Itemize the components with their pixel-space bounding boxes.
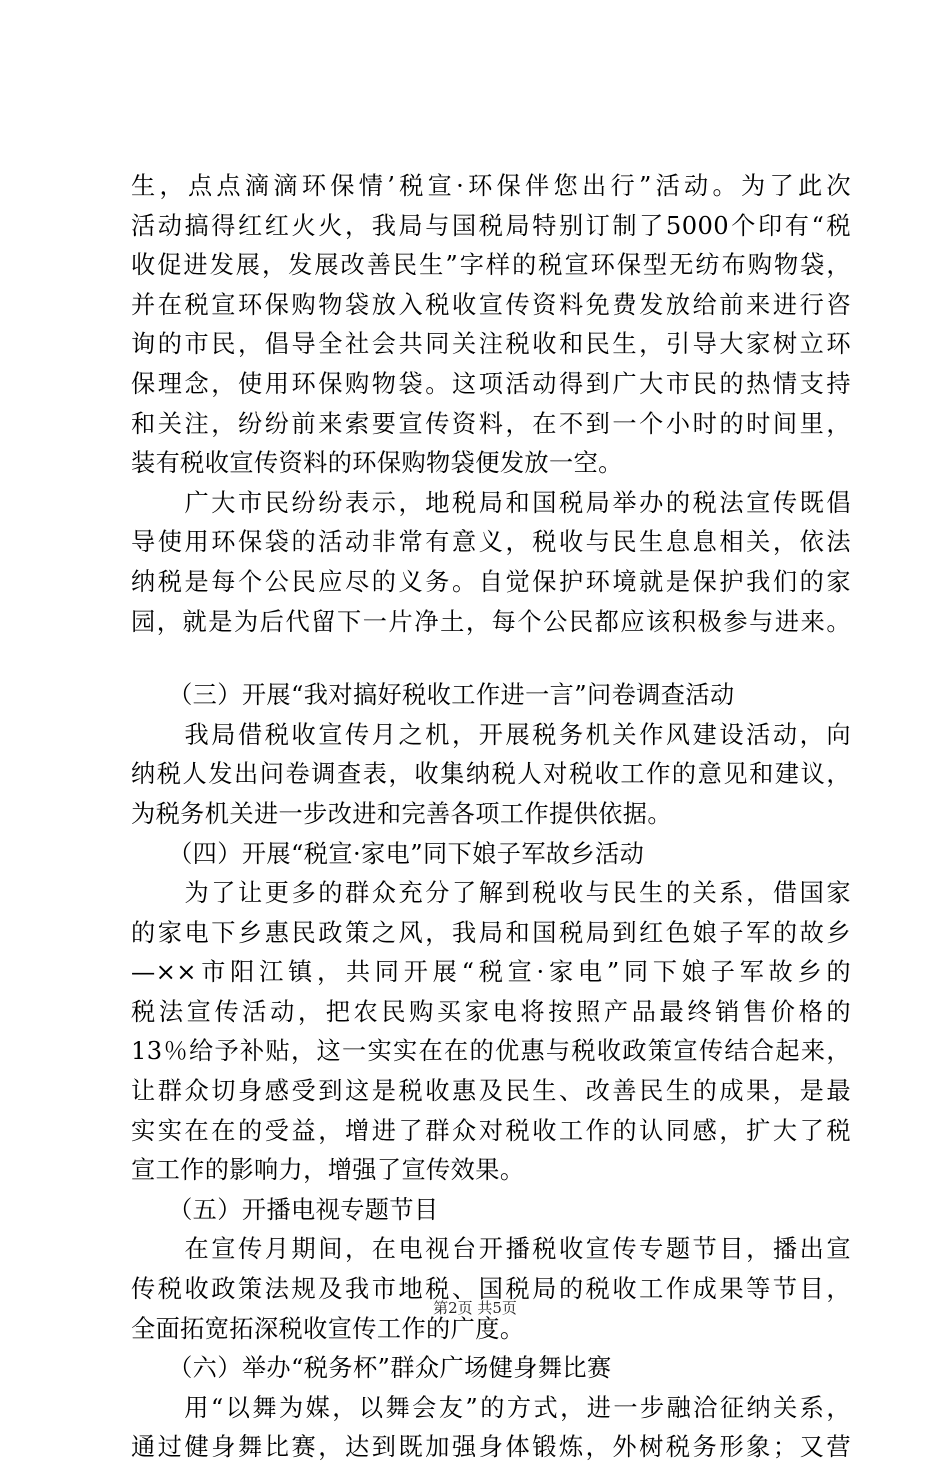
paragraph-gap xyxy=(131,642,851,676)
text-line: 和关注，纷纷前来索要宣传资料，在不到一个小时的时间里， xyxy=(131,409,851,438)
text-line: 税法宣传活动，把农民购买家电将按照产品最终销售价格的 xyxy=(131,997,851,1026)
text-line: 广大市民纷纷表示，地税局和国税局举办的税法宣传既倡 xyxy=(131,488,851,517)
text-line: 通过健身舞比赛，达到既加强身体锻炼，外树税务形象；又营 xyxy=(131,1433,851,1462)
section-heading: （四）开展“税宣·家电”同下娘子军故乡活动 xyxy=(131,839,645,868)
text-line: 询的市民，倡导全社会共同关注税收和民生，引导大家树立环 xyxy=(131,330,851,359)
text-line: 生，点点滴滴环保情’税宣·环保伴您出行”活动。为了此次 xyxy=(131,172,851,200)
text-line: 纳税人发出问卷调查表，收集纳税人对税收工作的意见和建议， xyxy=(131,760,851,789)
page-footer: 第2页 共5页 xyxy=(433,1299,517,1317)
text-line: —××市阳江镇，共同开展“税宣·家电”同下娘子军故乡的 xyxy=(131,958,851,987)
text-line: 宣工作的影响力，增强了宣传效果。 xyxy=(131,1156,525,1185)
text-line: 为了让更多的群众充分了解到税收与民生的关系，借国家 xyxy=(131,879,851,908)
text-line: 用“以舞为媒，以舞会友”的方式，进一步融洽征纳关系， xyxy=(131,1393,851,1422)
document-body xyxy=(131,167,851,1468)
text-line: 装有税收宣传资料的环保购物袋便发放一空。 xyxy=(131,449,623,478)
text-line: 收促进发展，发展改善民生”字样的税宣环保型无纺布购物袋， xyxy=(131,251,851,280)
text-line: 实实在在的受益，增进了群众对税收工作的认同感，扩大了税 xyxy=(131,1116,851,1145)
text-line: 纳税是每个公民应尽的义务。自觉保护环境就是保护我们的家 xyxy=(131,567,851,596)
text-line: 活动搞得红红火火，我局与国税局特别订制了5000个印有“税 xyxy=(131,211,851,240)
section-heading: （五）开播电视专题节目 xyxy=(131,1195,439,1224)
text-line: 并在税宣环保购物袋放入税收宣传资料免费发放给前来进行咨 xyxy=(131,290,851,319)
text-line: 在宣传月期间，在电视台开播税收宣传专题节目，播出宣 xyxy=(131,1235,851,1264)
text-line: 保理念，使用环保购物袋。这项活动得到广大市民的热情支持 xyxy=(131,369,851,398)
section-heading: （三）开展“我对搞好税收工作进一言”问卷调查活动 xyxy=(131,681,735,710)
text-line: 我局借税收宣传月之机，开展税务机关作风建设活动，向 xyxy=(131,720,851,749)
text-line: 传税收政策法规及我市地税、国税局的税收工作成果等节目， xyxy=(131,1275,851,1304)
text-line: 导使用环保袋的活动非常有意义，税收与民生息息相关，依法 xyxy=(131,528,851,557)
text-line: 的家电下乡惠民政策之风，我局和国税局到红色娘子军的故乡 xyxy=(131,918,851,947)
section-heading: （六）举办“税务杯”群众广场健身舞比赛 xyxy=(131,1354,612,1383)
text-line: 让群众切身感受到这是税收惠及民生、改善民生的成果，是最 xyxy=(131,1077,851,1106)
text-line: 为税务机关进一步改进和完善各项工作提供依据。 xyxy=(131,799,672,828)
text-line: 全面拓宽拓深税收宣传工作的广度。 xyxy=(131,1314,525,1343)
text-line: 园，就是为后代留下一片净土，每个公民都应该积极参与进来。 xyxy=(131,607,851,636)
text-line: 13％给予补贴，这一实实在在的优惠与税收政策宣传结合起来， xyxy=(131,1037,851,1066)
